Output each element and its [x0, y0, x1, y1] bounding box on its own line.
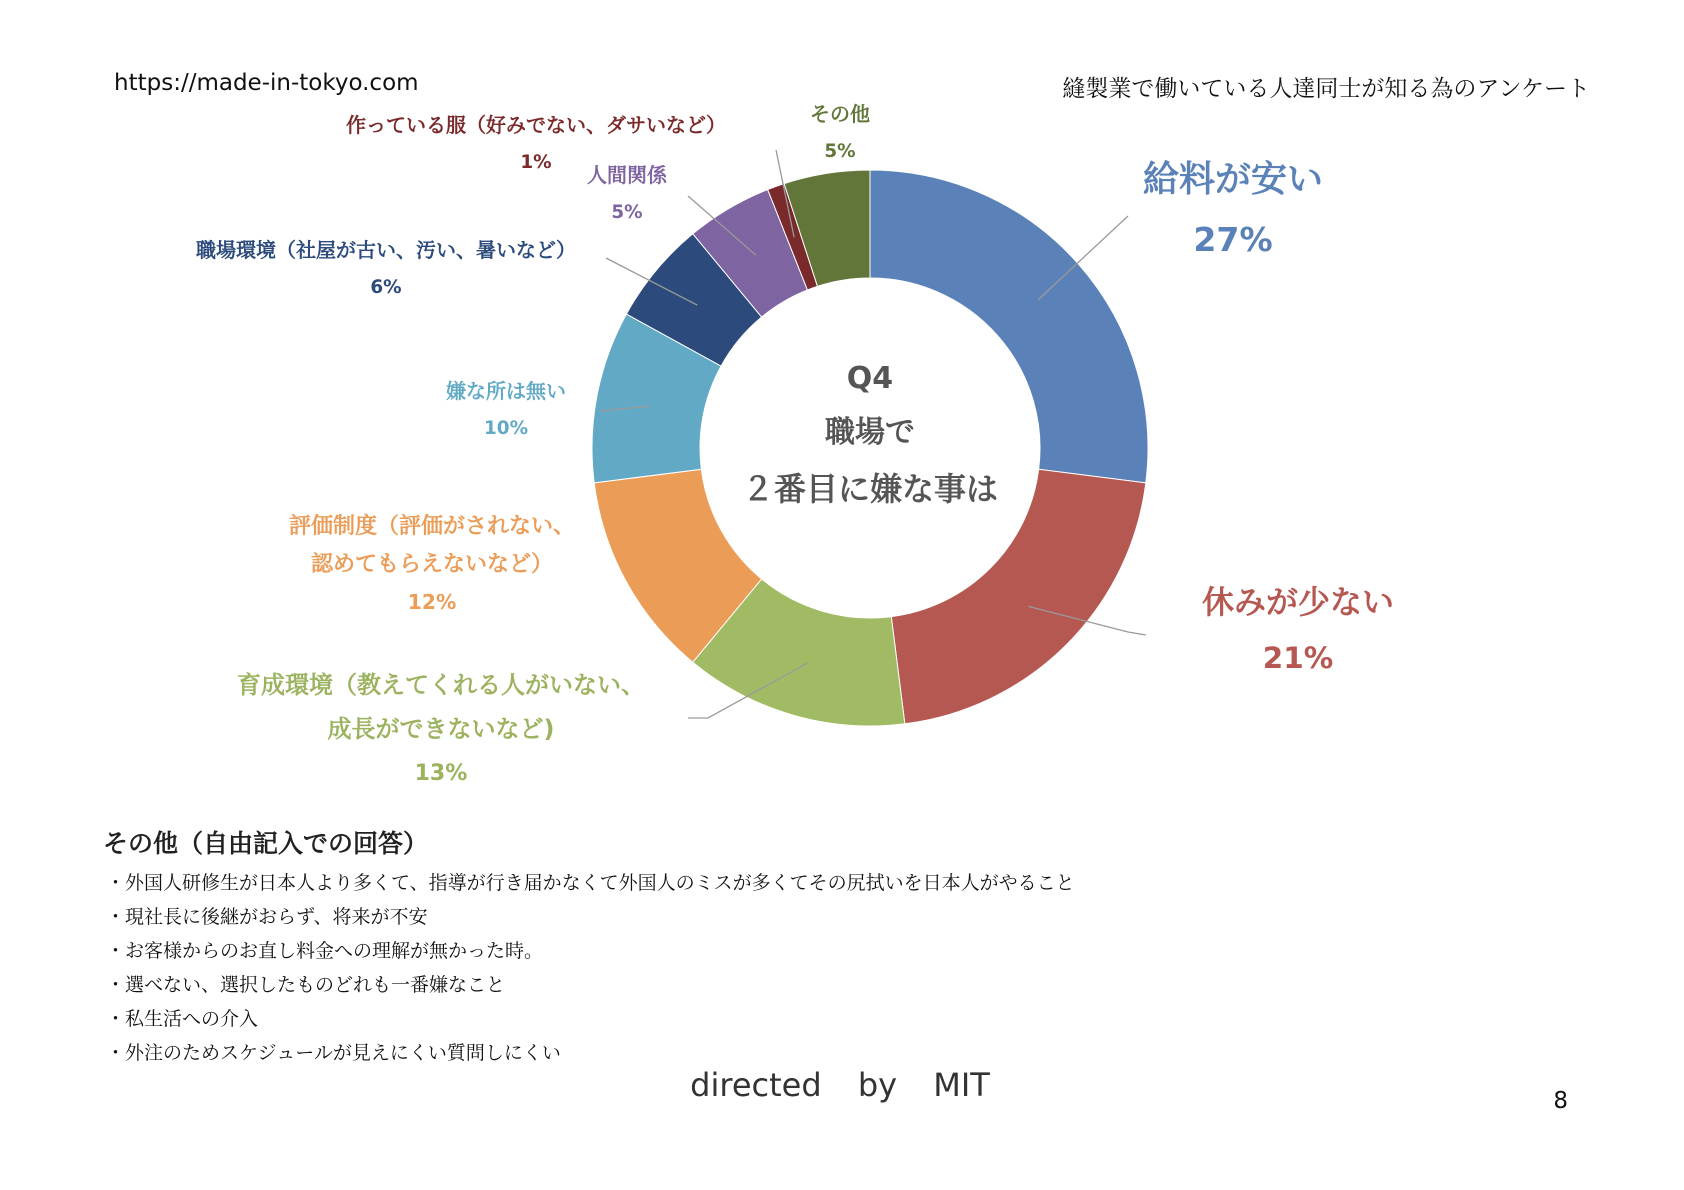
other-answers-title: その他（自由記入での回答）	[103, 829, 429, 858]
slice-label-6: 人間関係	[587, 163, 667, 187]
list-item: ・ お客様からのお直し料金への理解が無かった時。	[106, 934, 1075, 968]
list-item: ・ 選べない、選択したものどれも一番嫌なこと	[106, 968, 1075, 1002]
slice-value-0: 27%	[1193, 220, 1273, 259]
list-item: ・ 外国人研修生が日本人より多くて、指導が行き届かなくて外国人のミスが多くてその尻拭いを日本人がやること	[106, 866, 1075, 900]
slice-label-7: 作っている服（好みでない、ダサいなど）	[346, 113, 726, 137]
slice-value-3: 12%	[407, 590, 457, 614]
site-url: https://made-in-tokyo.com	[114, 70, 419, 96]
slice-value-4: 10%	[483, 418, 529, 439]
footer-credit: directed by MIT	[690, 1066, 990, 1104]
slice-label-3: 評価制度（評価がされない、認めてもらえないなど）	[288, 514, 576, 577]
other-answers-list	[106, 866, 1075, 1070]
slice-value-6: 5%	[611, 202, 643, 223]
list-item: ・ 外注のためスケジュールが見えにくい質問しにくい	[106, 1036, 1075, 1070]
center-label-line-1: 職場で	[825, 415, 915, 450]
slice-label-0: 給料が安い	[1142, 159, 1324, 200]
slice-value-7: 1%	[520, 152, 552, 173]
survey-title: 縫製業で働いている人達同士が知る為のアンケート	[1062, 76, 1590, 102]
list-item: ・ 現社長に後継がおらず、将来が不安	[106, 900, 1075, 934]
slice-value-1: 21%	[1262, 641, 1334, 675]
center-label-line-0: Q4	[846, 361, 894, 396]
slice-value-8: 5%	[824, 141, 856, 162]
slice-label-2: 育成環境（教えてくれる人がいない、成長ができないなど)	[237, 671, 645, 743]
slice-value-5: 6%	[370, 277, 402, 298]
slice-label-5: 職場環境（社屋が古い、汚い、暑いなど）	[196, 238, 576, 262]
slice-label-1: 休みが少ない	[1201, 583, 1395, 621]
center-label-line-2: ２番目に嫌な事は	[741, 470, 999, 508]
page-number: 8	[1553, 1088, 1568, 1114]
slice-value-2: 13%	[414, 761, 468, 786]
slice-label-8: その他	[810, 102, 870, 126]
list-item: ・ 私生活への介入	[106, 1002, 1075, 1036]
slice-label-4: 嫌な所は無い	[446, 379, 566, 403]
